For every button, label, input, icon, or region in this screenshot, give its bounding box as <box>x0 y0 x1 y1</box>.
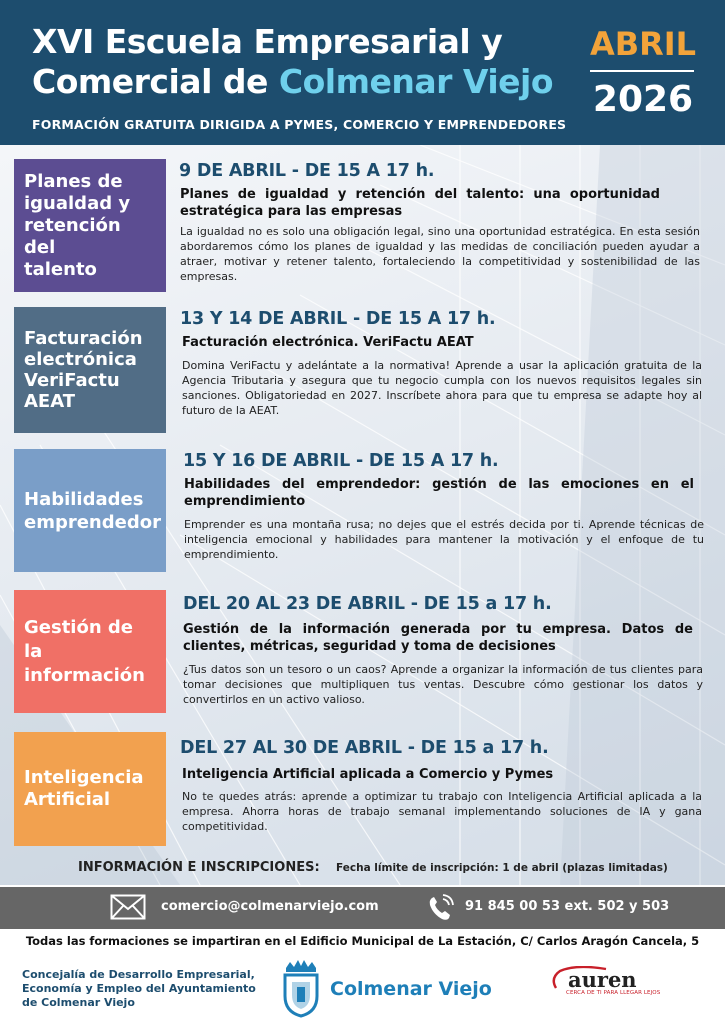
organizer-line: de Colmenar Viejo <box>22 996 135 1009</box>
course-4-date: DEL 20 AL 23 DE ABRIL - DE 15 a 17 h. <box>183 594 552 614</box>
course-4-label <box>24 616 156 688</box>
course-5-box <box>14 732 166 846</box>
course-3-description: Emprender es una montaña rusa; no dejes que el estrés decida por ti. Aprende técnicas de inteligencia emocional y habilidades para mantener la motivación y el enfoque de tu emprendimiento. <box>184 518 704 561</box>
month-label: ABRIL <box>589 25 697 63</box>
course-3-box <box>14 449 166 572</box>
page-subtitle: FORMACIÓN GRATUITA DIRIGIDA A PYMES, COMERCIO Y EMPRENDEDORES <box>32 117 567 132</box>
course-5-label-line: Inteligencia <box>24 767 144 788</box>
course-2-description: Domina VeriFactu y adelántate a la normativa! Aprende a usar la aplicación gratuita de la Agencia Tributaria y asegura que tu negocio cumpla con los nuevos requisitos legales sin sanciones. Obligatoriedad en 2027. Inscríbete ahora para que tu empresa se adapte hoy al futuro de la AEAT. <box>182 359 702 417</box>
contact-phone[interactable]: 91 845 00 53 ext. 502 y 503 <box>465 899 670 914</box>
course-2-subtitle: Facturación electrónica. VeriFactu AEAT <box>182 335 474 350</box>
course-4-description: ¿Tus datos son un tesoro o un caos? Aprende a organizar la información de tus clientes para tomar decisiones que multipliquen tus ventas. Descubre cómo gestionar los datos y convertirlos en un activo valioso. <box>183 663 703 706</box>
course-1-label-line: Planes de <box>24 170 123 192</box>
month-divider <box>590 70 694 72</box>
contact-bar <box>0 887 725 929</box>
course-1-label-line: talento <box>24 258 97 280</box>
course-3-date: 15 Y 16 DE ABRIL - DE 15 A 17 h. <box>183 451 499 471</box>
course-3-label <box>24 488 161 534</box>
course-5-description: No te quedes atrás: aprende a optimizar tu trabajo con Inteligencia Artificial aplicada a la empresa. Ahorra horas de trabajo semanal implementando soluciones de IA y gana competitividad. <box>182 790 702 833</box>
year-label: 2026 <box>592 79 694 120</box>
course-2-box <box>14 307 166 433</box>
course-5-label <box>24 767 144 811</box>
course-1-label-line: igualdad y <box>24 192 131 214</box>
title-line-2 <box>32 62 572 102</box>
organizer-line: Concejalía de Desarrollo Empresarial, <box>22 968 255 981</box>
course-1-label <box>24 171 156 281</box>
course-5-label-line: Artificial <box>24 789 111 810</box>
course-4-label-line: información <box>24 664 145 686</box>
course-2-date: 13 Y 14 DE ABRIL - DE 15 A 17 h. <box>180 309 496 329</box>
course-3-label-line: emprendedor <box>24 511 161 533</box>
organizer-line: Economía y Empleo del Ayuntamiento <box>22 982 256 995</box>
auren-wordmark: auren <box>568 967 637 992</box>
course-2-label-line: AEAT <box>24 391 76 412</box>
phone-icon <box>426 893 456 923</box>
coat-of-arms-icon <box>280 958 322 1018</box>
course-2-label-line: VeriFactu <box>24 370 120 391</box>
course-1-box <box>14 159 166 292</box>
contact-email[interactable]: comercio@colmenarviejo.com <box>161 899 379 914</box>
course-4-box <box>14 590 166 713</box>
info-title: INFORMACIÓN E INSCRIPCIONES: <box>78 860 320 875</box>
course-3-subtitle: Habilidades del emprendedor: gestión de las emociones en el emprendimiento <box>184 477 694 509</box>
course-1-date: 9 DE ABRIL - DE 15 A 17 h. <box>179 161 435 181</box>
page-title <box>32 22 572 102</box>
title-line-1: XVI Escuela Empresarial y <box>32 22 503 61</box>
organizer-name <box>22 968 262 1010</box>
title-line-2-prefix: Comercial de <box>32 62 279 101</box>
course-2-label-line: Facturación <box>24 328 143 349</box>
header-banner <box>0 0 725 145</box>
town-logo-text: Colmenar Viejo <box>330 978 492 1000</box>
venue-note: Todas las formaciones se impartiran en el Edificio Municipal de La Estación, C/ Carlos Aragón Cancela, 5 <box>25 934 700 948</box>
course-3-label-line: Habilidades <box>24 488 144 510</box>
course-4-label-line: Gestión de la <box>24 616 134 662</box>
auren-tagline: CERCA DE TI PARA LLEGAR LEJOS <box>566 990 661 996</box>
course-5-subtitle: Inteligencia Artificial aplicada a Comercio y Pymes <box>182 767 554 782</box>
course-2-label-line: electrónica <box>24 349 137 370</box>
course-1-description: La igualdad no es solo una obligación legal, sino una oportunidad estratégica. En esta sesión abordaremos cómo los planes de igualdad y las medidas de conciliación pueden ayudar a atraer, motivar y retener talento, fortaleciendo la competitividad y sostenibilidad de las empresas. <box>180 225 700 283</box>
envelope-icon <box>110 894 146 920</box>
auren-logo <box>546 966 646 992</box>
title-town: Colmenar Viejo <box>278 62 554 101</box>
course-2-label <box>24 328 143 412</box>
course-4-subtitle: Gestión de la información generada por tu empresa. Datos de clientes, métricas, seguridad y toma de decisiones <box>183 622 693 654</box>
registration-deadline: Fecha límite de inscripción: 1 de abril (plazas limitadas) <box>336 862 668 874</box>
course-1-subtitle: Planes de igualdad y retención del talento: una oportunidad estratégica para las empresas <box>180 187 660 219</box>
course-1-label-line: retención del <box>24 214 121 258</box>
course-5-date: DEL 27 AL 30 DE ABRIL - DE 15 a 17 h. <box>180 738 549 758</box>
